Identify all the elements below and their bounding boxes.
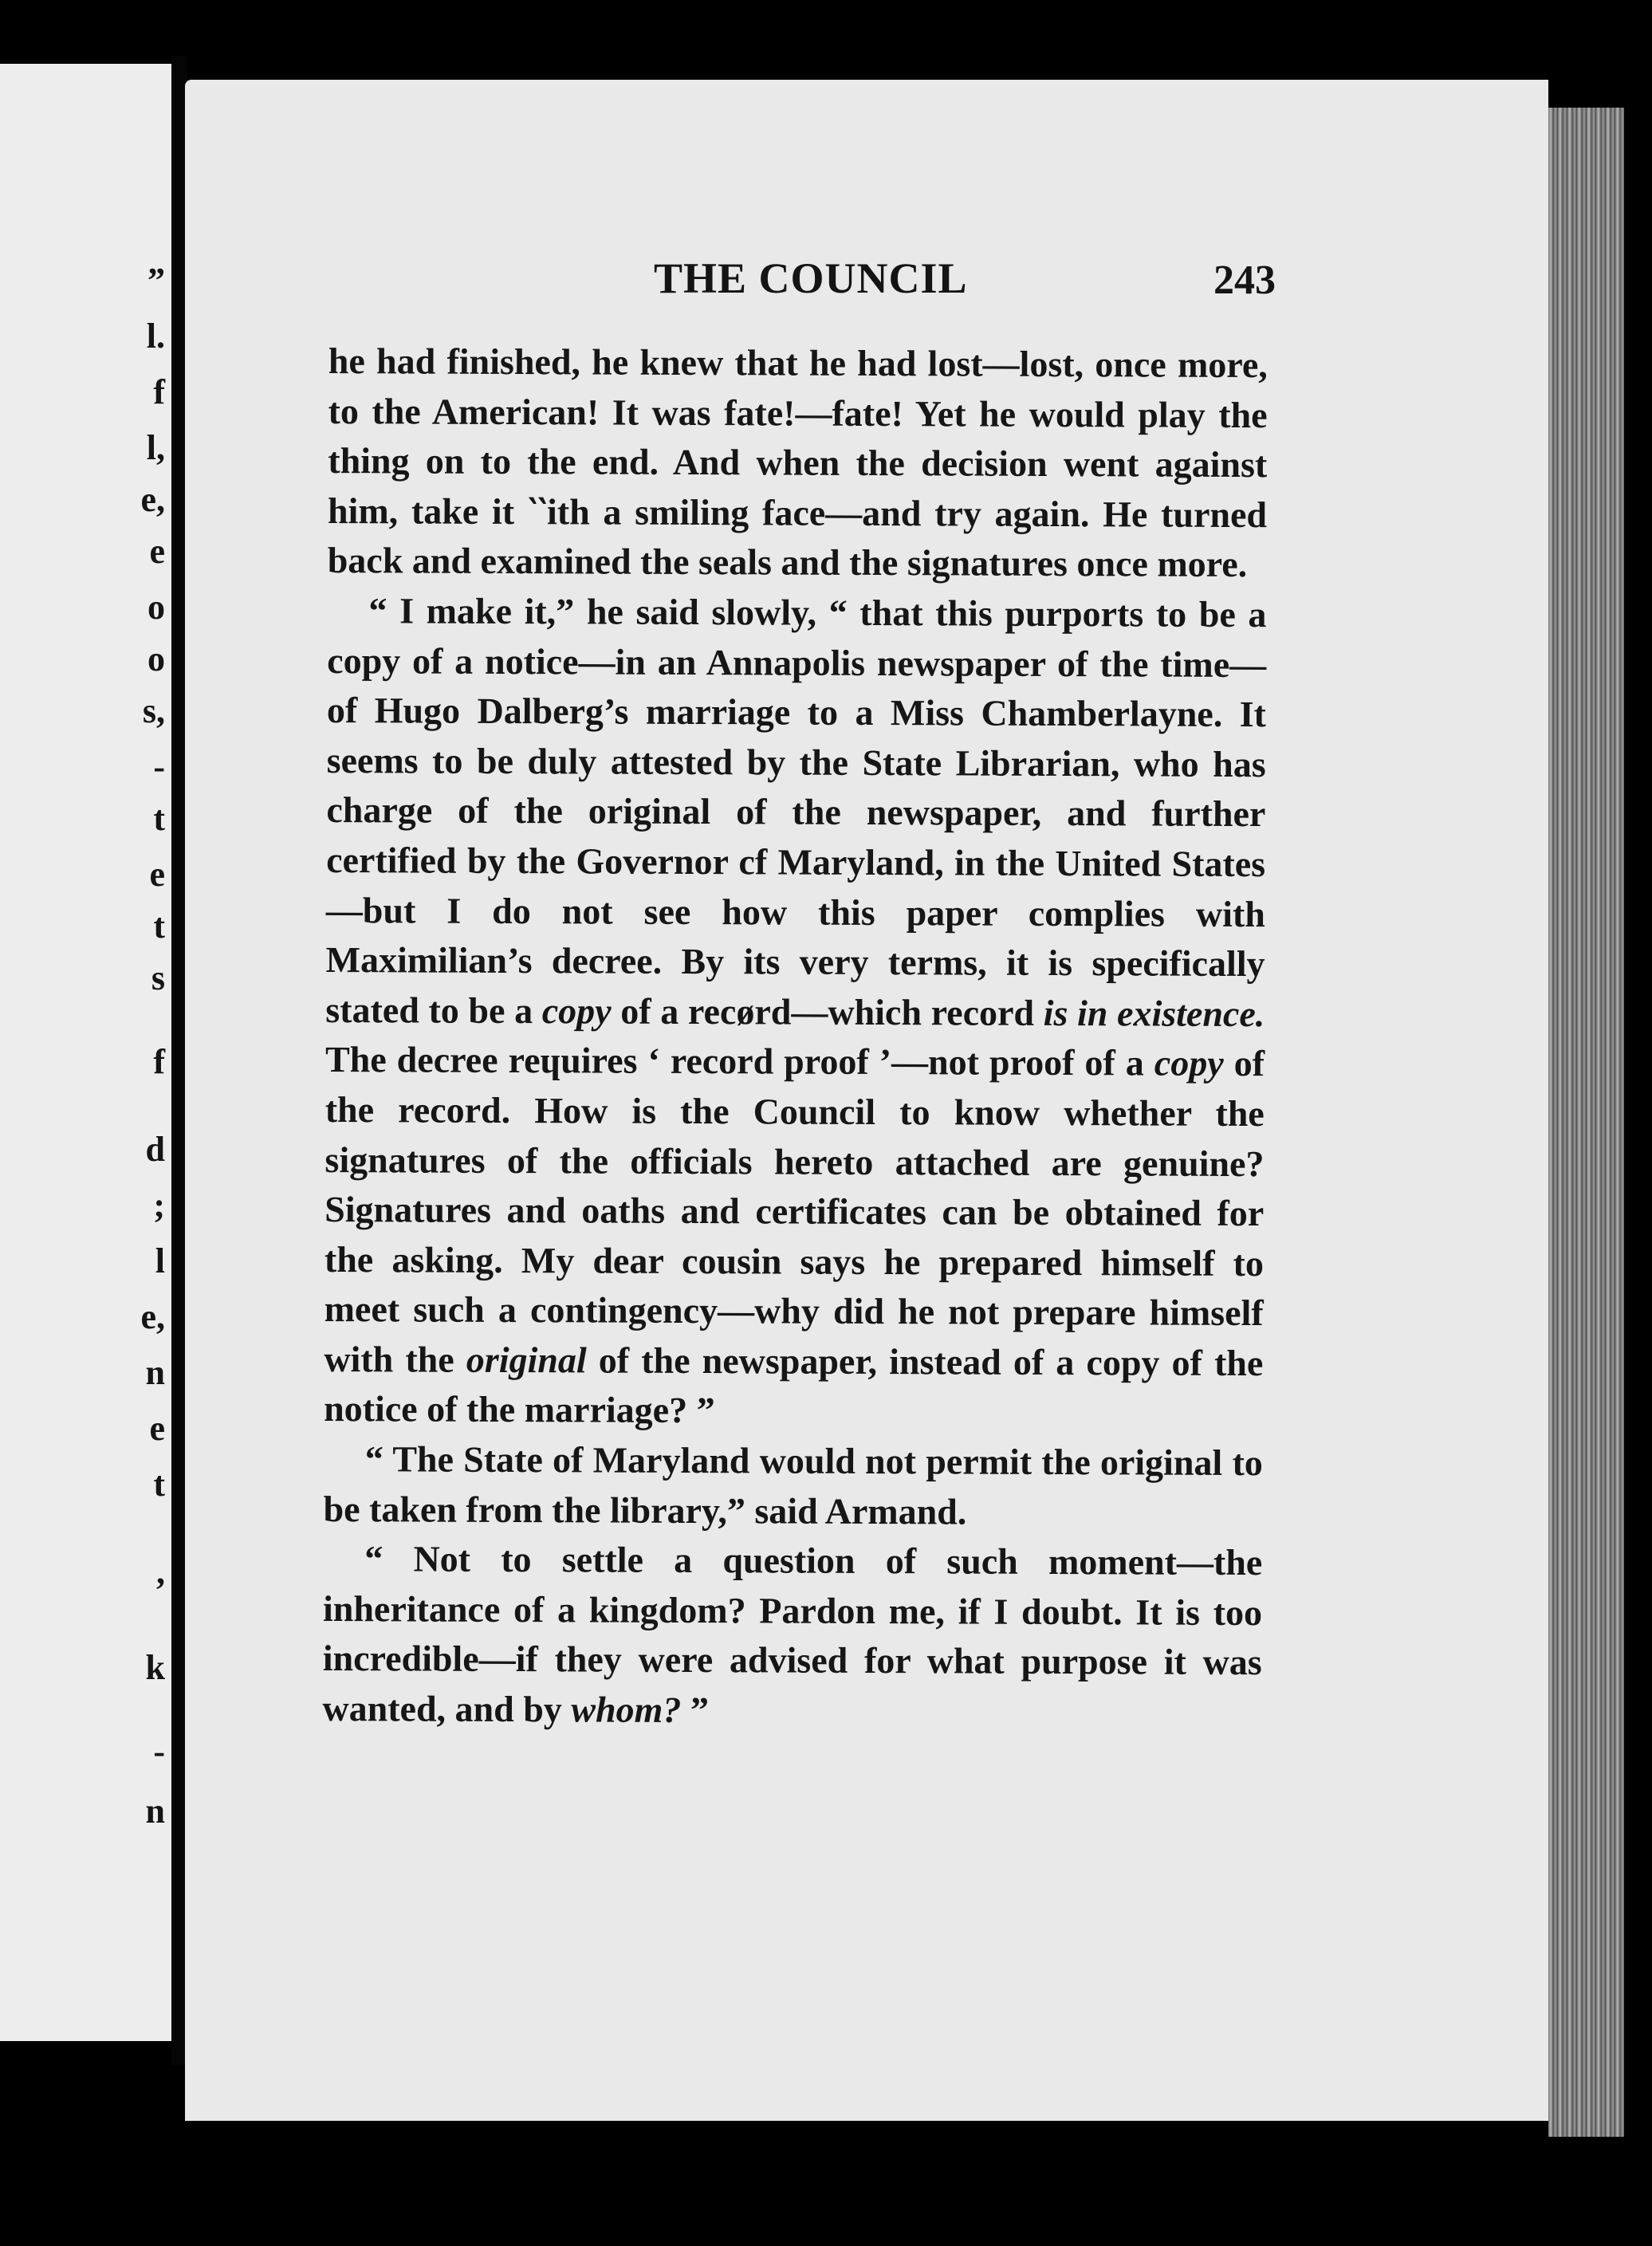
paragraph [324, 586, 1267, 1438]
text-segment: of the record. How is the Council to know whether the signatures of the officials hereto attached are genuine? Signatures and oaths and certificates can be obtained for the asking. My dear cousin says he prepared himself to meet such a contingency—why did he not prepare himself with the [324, 1043, 1265, 1380]
left-page-fragment: - [153, 1732, 165, 1771]
text-segment: “ I make it,” he said slowly, “ that this purports to be a copy of a notice—in an Annapolis newspaper of the time—of Hugo Dalberg’s marriage to a Miss Chamberlayne. It seems to be duly attested by the State Librarian, who has charge of the original of the newspaper, and further certified by the Governor cf Maryland, in the United States—but I do not see how this paper complies with Maximilian’s decree. By its very terms, it is specifically stated to be a [325, 590, 1267, 1031]
text-segment: ” [681, 1689, 710, 1731]
left-page-fragment: n [145, 1792, 165, 1831]
page-edges [1548, 108, 1624, 2137]
left-page-fragment: s [151, 958, 165, 997]
left-page-fragment: e [149, 855, 165, 894]
text-segment: he had finished, he knew that he had lost—lost, once more, to the American! It was fate!—fate! Yet he would play the thing on to the end. And when the decision went against him, take it ‵‵ith a smiling face—and try again. He turned back and examined the seals and the signatures once more. [327, 340, 1268, 585]
paragraph [323, 1434, 1263, 1538]
left-page-fragment: e, [140, 1297, 165, 1336]
italic-text: copy [1154, 1042, 1224, 1084]
left-page-fragment: - [153, 747, 165, 786]
text-segment: “ Not to settle a question of such moment—the inheritance of a kingdom? Pardon me, if I doubt. It is too incredible—if they were advised for what purpose it was wanted, and by [322, 1538, 1263, 1730]
left-page-fragment: s, [142, 691, 165, 730]
left-page-fragment: l, [146, 428, 165, 467]
left-page-fragment: e [149, 1409, 165, 1448]
left-page-fragment: t [153, 1465, 165, 1504]
left-facing-page [0, 64, 171, 2041]
italic-text: is in existence. [1043, 992, 1265, 1034]
left-page-fragment: o [148, 588, 165, 627]
left-page-fragment: l. [146, 317, 165, 356]
paragraph [322, 1534, 1262, 1738]
text-segment: The decree reɥuires ‘ record proof ’—not proof of a [324, 1039, 1154, 1084]
body-text [322, 336, 1268, 1738]
italic-text: copy [541, 989, 612, 1032]
left-page-fragment: n [145, 1353, 165, 1392]
left-page-fragment: l [155, 1241, 165, 1280]
left-page-fragment: , [156, 1552, 165, 1591]
italic-text: whom? [571, 1689, 682, 1730]
text-segment: of the newspaper, instead of a copy of the notice of the marriage? ” [324, 1339, 1264, 1431]
page-number: 243 [1213, 258, 1276, 303]
left-page-fragment: e, [140, 480, 165, 519]
left-page-fragment: t [153, 907, 165, 946]
page-header [654, 254, 1276, 309]
text-segment: of a recørd—which record [611, 990, 1044, 1033]
text-segment: “ The State of Maryland would not permit the original to be taken from the library,” said Armand. [323, 1438, 1263, 1532]
left-page-fragment: ” [148, 261, 165, 300]
left-page-fragment: d [145, 1130, 165, 1169]
left-page-fragment: f [153, 372, 165, 411]
left-page-fragment: k [145, 1648, 165, 1687]
left-page-fragment: o [148, 639, 165, 679]
running-head: THE COUNCIL [654, 254, 968, 302]
italic-text: original [466, 1339, 587, 1381]
left-page-fragment: f [153, 1042, 165, 1081]
left-page-fragment: ; [153, 1186, 165, 1225]
paragraph [328, 336, 1268, 590]
left-page-fragment: e [149, 532, 165, 571]
left-page-fragment: t [153, 799, 165, 838]
